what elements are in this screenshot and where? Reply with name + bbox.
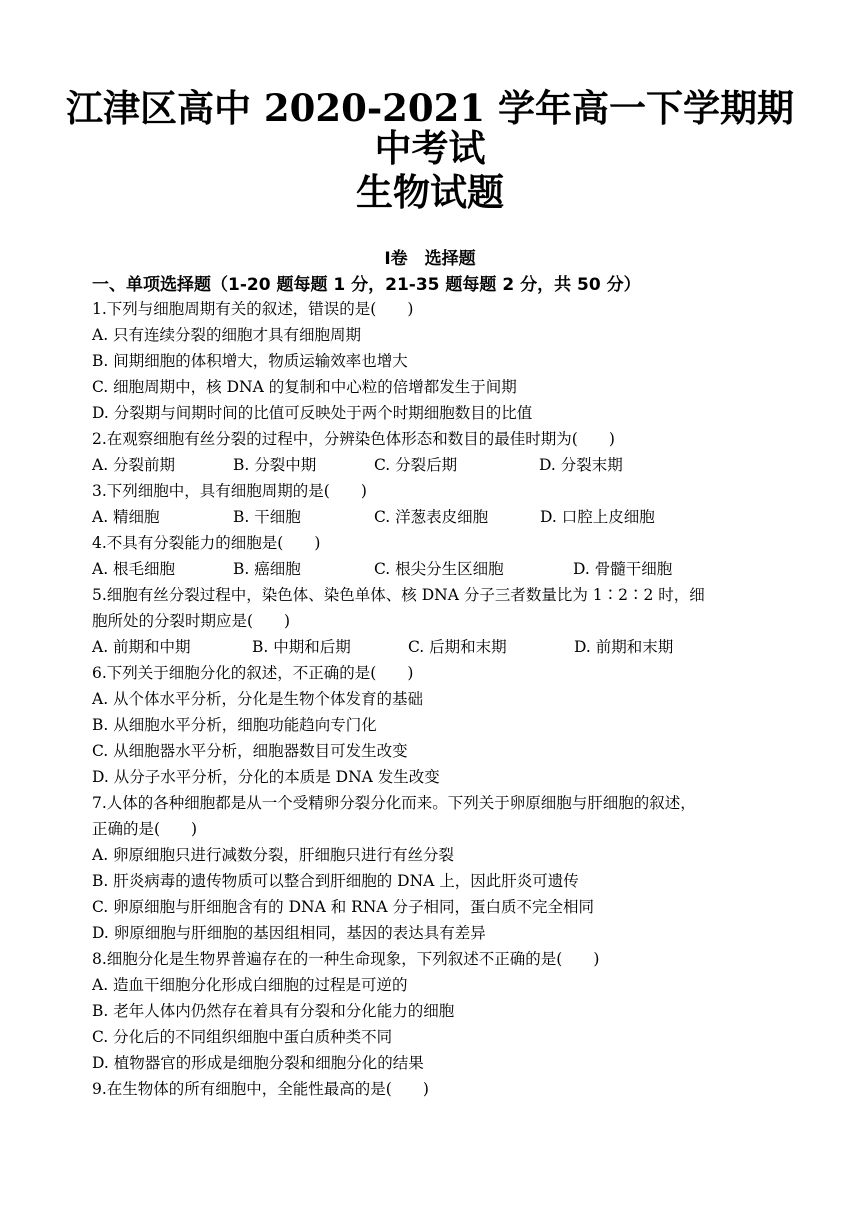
question-6-stem: 6.下列关于细胞分化的叙述，不正确的是( ) xyxy=(92,664,414,682)
question-5-option-a: A. 前期和中期 xyxy=(92,638,191,656)
question-3-option-c: C. 洋葱表皮细胞 xyxy=(374,508,489,526)
question-3-options xyxy=(92,504,772,530)
question-5-stem-line-1: 5.细胞有丝分裂过程中，染色体、染色单体、核 DNA 分子三者数量比为 1∶2∶2 时，细 xyxy=(92,586,705,604)
question-1-option-d: D. 分裂期与间期时间的比值可反映处于两个时期细胞数目的比值 xyxy=(92,404,533,422)
question-8-option-c: C. 分化后的不同组织细胞中蛋白质种类不同 xyxy=(92,1028,393,1046)
question-1-option-b: B. 间期细胞的体积增大，物质运输效率也增大 xyxy=(92,352,408,370)
question-2-options xyxy=(92,452,772,478)
question-7-option-a: A. 卵原细胞只进行减数分裂，肝细胞只进行有丝分裂 xyxy=(92,846,455,864)
question-5-option-b: B. 中期和后期 xyxy=(252,638,351,656)
question-8-option-a: A. 造血干细胞分化形成白细胞的过程是可逆的 xyxy=(92,976,408,994)
question-3-stem: 3.下列细胞中，具有细胞周期的是( ) xyxy=(92,482,367,500)
question-list xyxy=(92,296,772,1102)
question-4-stem: 4.不具有分裂能力的细胞是( ) xyxy=(92,534,321,552)
question-4-option-a: A. 根毛细胞 xyxy=(92,560,176,578)
question-6-option-b: B. 从细胞水平分析，细胞功能趋向专门化 xyxy=(92,716,377,734)
question-8-stem: 8.细胞分化是生物界普遍存在的一种生命现象，下列叙述不正确的是( ) xyxy=(92,950,600,968)
question-6-option-a: A. 从个体水平分析，分化是生物个体发育的基础 xyxy=(92,690,424,708)
question-2-option-b: B. 分裂中期 xyxy=(233,456,317,474)
question-6-option-d: D. 从分子水平分析，分化的本质是 DNA 发生改变 xyxy=(92,768,440,786)
question-4-options xyxy=(92,556,772,582)
question-3-option-a: A. 精细胞 xyxy=(92,508,160,526)
question-7-option-d: D. 卵原细胞与肝细胞的基因组相同，基因的表达具有差异 xyxy=(92,924,486,942)
question-2-stem: 2.在观察细胞有丝分裂的过程中，分辨染色体形态和数目的最佳时期为( ) xyxy=(92,430,615,448)
title-line-2: 中考试 xyxy=(374,126,486,170)
question-2-option-c: C. 分裂后期 xyxy=(374,456,458,474)
section-heading: 一、单项选择题（1-20 题每题 1 分，21-35 题每题 2 分，共 50 分） xyxy=(92,275,641,295)
question-4-option-d: D. 骨髓干细胞 xyxy=(573,560,673,578)
question-5-option-d: D. 前期和末期 xyxy=(574,638,674,656)
title-line-3: 生物试题 xyxy=(356,170,504,214)
question-7-option-b: B. 肝炎病毒的遗传物质可以整合到肝细胞的 DNA 上，因此肝炎可遗传 xyxy=(92,872,579,890)
question-1-option-a: A. 只有连续分裂的细胞才具有细胞周期 xyxy=(92,326,362,344)
question-8-option-d: D. 植物器官的形成是细胞分裂和细胞分化的结果 xyxy=(92,1054,424,1072)
question-6-option-c: C. 从细胞器水平分析，细胞器数目可发生改变 xyxy=(92,742,408,760)
question-5-option-c: C. 后期和末期 xyxy=(408,638,507,656)
exam-title xyxy=(0,88,860,216)
question-3-option-b: B. 干细胞 xyxy=(233,508,301,526)
question-4-option-c: C. 根尖分生区细胞 xyxy=(374,560,504,578)
question-7-stem-line-2: 正确的是( ) xyxy=(92,820,198,838)
question-9-stem: 9.在生物体的所有细胞中，全能性最高的是( ) xyxy=(92,1080,429,1098)
question-7-option-c: C. 卵原细胞与肝细胞含有的 DNA 和 RNA 分子相同，蛋白质不完全相同 xyxy=(92,898,594,916)
part-heading: Ⅰ卷 选择题 xyxy=(384,249,476,269)
question-1-stem: 1.下列与细胞周期有关的叙述，错误的是( ) xyxy=(92,300,414,318)
question-5-stem-line-2: 胞所处的分裂时期应是( ) xyxy=(92,612,291,630)
question-8-option-b: B. 老年人体内仍然存在着具有分裂和分化能力的细胞 xyxy=(92,1002,455,1020)
question-2-option-a: A. 分裂前期 xyxy=(92,456,176,474)
question-2-option-d: D. 分裂末期 xyxy=(539,456,623,474)
title-line-1: 江津区高中 2020-2021 学年高一下学期期 xyxy=(65,86,795,130)
question-3-option-d: D. 口腔上皮细胞 xyxy=(540,508,655,526)
question-1-option-c: C. 细胞周期中，核 DNA 的复制和中心粒的倍增都发生于间期 xyxy=(92,378,517,396)
question-4-option-b: B. 癌细胞 xyxy=(233,560,301,578)
question-7-stem-line-1: 7.人体的各种细胞都是从一个受精卵分裂分化而来。下列关于卵原细胞与肝细胞的叙述， xyxy=(92,794,696,812)
question-5-options xyxy=(92,634,772,660)
